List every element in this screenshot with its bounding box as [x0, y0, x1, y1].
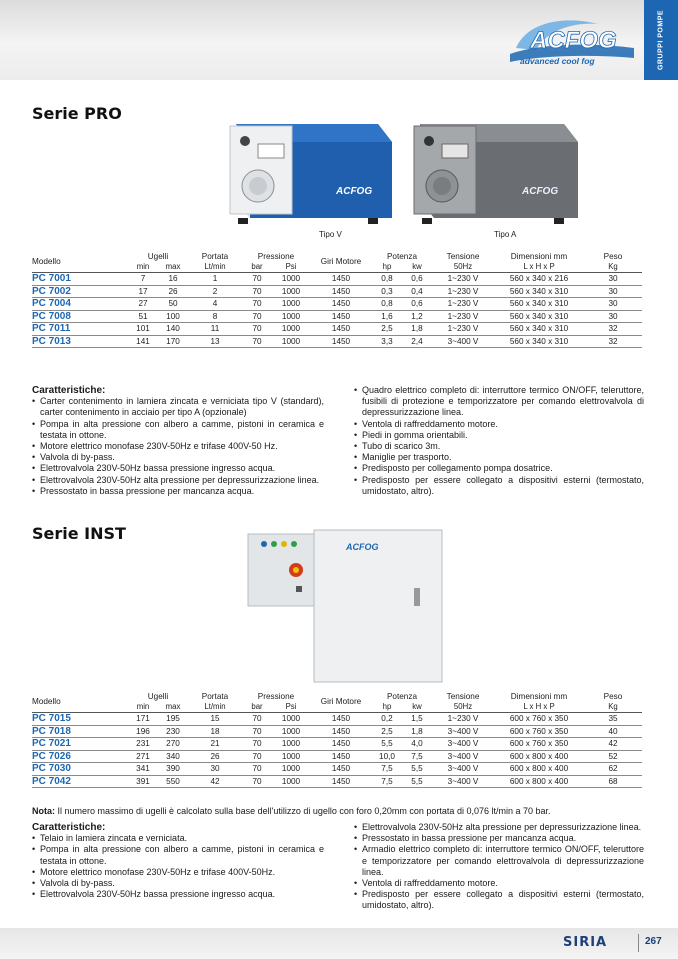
table-row	[32, 713, 642, 726]
cell-tensione: 1~230 V	[432, 310, 494, 323]
cell-min: 196	[128, 725, 158, 738]
cell-min: 141	[128, 335, 158, 348]
cell-max: 230	[158, 725, 188, 738]
cell-max: 170	[158, 335, 188, 348]
col-pressione: Pressione	[257, 252, 295, 261]
cell-model: PC 7042	[32, 775, 128, 788]
cell-tensione: 3~400 V	[432, 750, 494, 763]
col-dimensioni: Dimensioni mm	[510, 692, 568, 701]
cell-portata: 1	[188, 273, 242, 286]
feature-item: • Predisposto per collegamento pompa dosatrice.	[354, 463, 644, 474]
svg-text:ACFOG: ACFOG	[336, 186, 373, 197]
cell-model: PC 7008	[32, 310, 128, 323]
col-tensione-unit: 50Hz	[453, 702, 473, 711]
serie-inst-features-right	[354, 822, 644, 912]
col-ugelli-max: max	[165, 702, 181, 711]
cell-psi: 1000	[272, 335, 310, 348]
svg-text:ACFOG: ACFOG	[522, 186, 559, 197]
cell-hp: 0,2	[372, 713, 402, 726]
col-portata: Portata	[201, 692, 229, 701]
feature-item: • Valvola di by-pass.	[32, 452, 324, 463]
col-ugelli: Ugelli	[147, 252, 169, 261]
cell-hp: 7,5	[372, 775, 402, 788]
col-pressione-psi: Psi	[285, 262, 297, 271]
feature-item: • Tubo di scarico 3m.	[354, 441, 644, 452]
section-side-tab	[644, 0, 678, 80]
feature-item: • Piedi in gomma orientabili.	[354, 430, 644, 441]
serie-inst-title: Serie INST	[32, 524, 126, 543]
cell-dim: 560 x 340 x 310	[494, 335, 584, 348]
cell-psi: 1000	[272, 713, 310, 726]
cell-min: 27	[128, 298, 158, 311]
col-potenza-kw: kw	[412, 262, 422, 271]
col-tensione: Tensione	[446, 252, 480, 261]
cell-hp: 7,5	[372, 763, 402, 776]
cell-giri: 1450	[310, 725, 372, 738]
cell-tensione: 1~230 V	[432, 298, 494, 311]
col-peso: Peso	[603, 692, 623, 701]
cell-dim: 560 x 340 x 310	[494, 285, 584, 298]
cell-kw: 5,5	[402, 763, 432, 776]
cell-kw: 1,2	[402, 310, 432, 323]
cell-bar: 70	[242, 273, 272, 286]
cell-dim: 560 x 340 x 310	[494, 323, 584, 336]
cell-peso: 30	[584, 273, 642, 286]
cell-bar: 70	[242, 763, 272, 776]
cell-kw: 7,5	[402, 750, 432, 763]
cell-min: 171	[128, 713, 158, 726]
feature-item: • Telaio in lamiera zincata e verniciata.	[32, 833, 324, 844]
feature-item: • Predisposto per essere collegato a dispositivi esterni (termostato, umidostato, altro).	[354, 475, 644, 497]
col-tensione: Tensione	[446, 692, 480, 701]
cell-tensione: 3~400 V	[432, 738, 494, 751]
page-number: 267	[645, 936, 662, 947]
cell-max: 16	[158, 273, 188, 286]
cell-psi: 1000	[272, 323, 310, 336]
cell-max: 26	[158, 285, 188, 298]
cell-giri: 1450	[310, 310, 372, 323]
feature-item: • Predisposto per essere collegato a dispositivi esterni (termostato, umidostato, altro).	[354, 889, 644, 911]
cell-peso: 30	[584, 298, 642, 311]
col-dimensioni-unit: L x H x P	[523, 262, 555, 271]
cell-portata: 11	[188, 323, 242, 336]
svg-text:ACFOG: ACFOG	[346, 542, 379, 552]
cell-hp: 1,6	[372, 310, 402, 323]
cell-dim: 560 x 340 x 310	[494, 310, 584, 323]
cell-model: PC 7013	[32, 335, 128, 348]
cell-max: 50	[158, 298, 188, 311]
cell-giri: 1450	[310, 273, 372, 286]
cell-model: PC 7001	[32, 273, 128, 286]
col-peso-unit: Kg	[608, 702, 618, 711]
cell-portata: 26	[188, 750, 242, 763]
cell-giri: 1450	[310, 738, 372, 751]
serie-inst-features-right-list	[354, 822, 644, 912]
cell-min: 391	[128, 775, 158, 788]
cell-bar: 70	[242, 775, 272, 788]
cell-dim: 600 x 800 x 400	[494, 775, 584, 788]
col-pressione-bar: bar	[251, 702, 263, 711]
cell-peso: 68	[584, 775, 642, 788]
cell-model: PC 7018	[32, 725, 128, 738]
table-row	[32, 285, 642, 298]
tipo-a-label: Tipo A	[494, 230, 517, 239]
tipo-v-label: Tipo V	[319, 230, 342, 239]
cell-min: 101	[128, 323, 158, 336]
feature-item: • Elettrovalvola 230V-50Hz bassa pressione ingresso acqua.	[32, 463, 324, 474]
table-row	[32, 298, 642, 311]
cell-bar: 70	[242, 725, 272, 738]
cell-peso: 32	[584, 323, 642, 336]
table-row	[32, 738, 642, 751]
cell-max: 140	[158, 323, 188, 336]
cell-psi: 1000	[272, 310, 310, 323]
siria-logo: SIRIA	[563, 935, 608, 950]
cell-dim: 600 x 760 x 350	[494, 725, 584, 738]
cell-portata: 30	[188, 763, 242, 776]
cell-hp: 3,3	[372, 335, 402, 348]
cell-bar: 70	[242, 285, 272, 298]
feature-item: • Motore elettrico monofase 230V-50Hz e trifase 400V-50 Hz.	[32, 441, 324, 452]
cell-dim: 600 x 760 x 350	[494, 738, 584, 751]
inst-note	[32, 806, 551, 816]
cell-portata: 8	[188, 310, 242, 323]
cell-peso: 40	[584, 725, 642, 738]
cell-portata: 18	[188, 725, 242, 738]
footer-divider	[638, 934, 639, 952]
feature-item: • Elettrovalvola 230V-50Hz bassa pressione ingresso acqua.	[32, 889, 324, 900]
cell-max: 195	[158, 713, 188, 726]
cell-kw: 0,6	[402, 298, 432, 311]
tipo-a-machine-image	[412, 114, 580, 226]
col-potenza-hp: hp	[382, 262, 392, 271]
feature-item: • Pompa in alta pressione con albero a camme, pistoni in ceramica e testata in ottone.	[32, 844, 324, 866]
inst-cabinet-image	[246, 528, 444, 688]
table-row	[32, 775, 642, 788]
serie-inst-features-title: Caratteristiche:	[32, 822, 106, 833]
cell-hp: 2,5	[372, 323, 402, 336]
inst-note-text: Il numero massimo di ugelli è calcolato sulla base dell'utilizzo di ugello con foro 0,20mm con portata di 0,076 lt/min a 70 bar.	[57, 806, 551, 816]
cell-peso: 42	[584, 738, 642, 751]
cell-psi: 1000	[272, 298, 310, 311]
cell-kw: 1,5	[402, 713, 432, 726]
cell-psi: 1000	[272, 725, 310, 738]
cell-kw: 1,8	[402, 725, 432, 738]
feature-item: • Armadio elettrico completo di: interruttore termico ON/OFF, teleruttore e temporizzatore per comando elettrovalvola di depressurizzazione linea.	[354, 844, 644, 878]
cell-min: 271	[128, 750, 158, 763]
cell-bar: 70	[242, 310, 272, 323]
cell-giri: 1450	[310, 763, 372, 776]
cell-dim: 600 x 800 x 400	[494, 750, 584, 763]
cell-portata: 15	[188, 713, 242, 726]
cell-peso: 30	[584, 310, 642, 323]
serie-pro-features-right	[354, 385, 644, 497]
col-pressione: Pressione	[257, 692, 295, 701]
inst-note-label: Nota:	[32, 806, 55, 816]
col-modello: Modello	[32, 257, 61, 266]
cell-kw: 0,6	[402, 273, 432, 286]
cell-psi: 1000	[272, 750, 310, 763]
serie-pro-features-left	[32, 385, 324, 497]
table-row	[32, 323, 642, 336]
feature-item: • Carter contenimento in lamiera zincata e verniciata tipo V (standard), carter contenimento in acciaio per tipo A (opzionale)	[32, 396, 324, 418]
cell-bar: 70	[242, 323, 272, 336]
cell-tensione: 3~400 V	[432, 763, 494, 776]
serie-pro-table	[32, 252, 642, 348]
cell-max: 100	[158, 310, 188, 323]
feature-item: • Elettrovalvola 230V-50Hz alta pressione per depressurizzazione linea.	[354, 822, 644, 833]
cell-tensione: 3~400 V	[432, 775, 494, 788]
cell-giri: 1450	[310, 323, 372, 336]
cell-portata: 21	[188, 738, 242, 751]
col-portata: Portata	[201, 252, 229, 261]
cell-kw: 2,4	[402, 335, 432, 348]
col-ugelli-min: min	[136, 262, 150, 271]
cell-tensione: 3~400 V	[432, 335, 494, 348]
col-pressione-psi: Psi	[285, 702, 297, 711]
cell-max: 390	[158, 763, 188, 776]
cell-giri: 1450	[310, 285, 372, 298]
cell-dim: 560 x 340 x 310	[494, 298, 584, 311]
serie-inst-features-left-list	[32, 833, 324, 900]
logo-wordmark: ACFOG	[530, 27, 617, 54]
cell-bar: 70	[242, 298, 272, 311]
col-potenza: Potenza	[386, 692, 418, 701]
col-pressione-bar: bar	[251, 262, 263, 271]
feature-item: • Pressostato in bassa pressione per mancanza acqua.	[354, 833, 644, 844]
feature-item: • Pompa in alta pressione con albero a camme, pistoni in ceramica e testata in ottone.	[32, 419, 324, 441]
table-row	[32, 273, 642, 286]
cell-model: PC 7021	[32, 738, 128, 751]
col-dimensioni-unit: L x H x P	[523, 702, 555, 711]
cell-max: 550	[158, 775, 188, 788]
serie-pro-features-right-list	[354, 385, 644, 497]
cell-min: 231	[128, 738, 158, 751]
cell-dim: 600 x 800 x 400	[494, 763, 584, 776]
cell-portata: 4	[188, 298, 242, 311]
cell-bar: 70	[242, 750, 272, 763]
cell-hp: 2,5	[372, 725, 402, 738]
cell-peso: 35	[584, 713, 642, 726]
cell-giri: 1450	[310, 335, 372, 348]
serie-pro-table-body	[32, 273, 642, 348]
cell-model: PC 7030	[32, 763, 128, 776]
cell-kw: 4,0	[402, 738, 432, 751]
cell-kw: 1,8	[402, 323, 432, 336]
feature-item: • Ventola di raffreddamento motore.	[354, 419, 644, 430]
cell-psi: 1000	[272, 285, 310, 298]
serie-pro-features-title: Caratteristiche:	[32, 385, 106, 396]
cell-bar: 70	[242, 713, 272, 726]
cell-tensione: 3~400 V	[432, 725, 494, 738]
cell-psi: 1000	[272, 763, 310, 776]
cell-model: PC 7015	[32, 713, 128, 726]
cell-model: PC 7011	[32, 323, 128, 336]
col-ugelli-min: min	[136, 702, 150, 711]
serie-pro-title: Serie PRO	[32, 104, 122, 123]
feature-item: • Ventola di raffreddamento motore.	[354, 878, 644, 889]
feature-item: • Elettrovalvola 230V-50Hz alta pressione per depressurizzazione linea.	[32, 475, 324, 486]
feature-item: • Quadro elettrico completo di: interruttore termico ON/OFF, teleruttore, fusibili di protezione e temporizzatore per comando elettrovalvola di depressurizzazione linea.	[354, 385, 644, 419]
feature-item: • Pressostato in bassa pressione per mancanza acqua.	[32, 486, 324, 497]
table-row	[32, 310, 642, 323]
cell-dim: 560 x 340 x 216	[494, 273, 584, 286]
col-peso: Peso	[603, 252, 623, 261]
table-row	[32, 335, 642, 348]
table-row	[32, 725, 642, 738]
col-portata-unit: Lt/min	[204, 262, 226, 271]
cell-model: PC 7004	[32, 298, 128, 311]
cell-giri: 1450	[310, 775, 372, 788]
col-tensione-unit: 50Hz	[453, 262, 473, 271]
cell-model: PC 7002	[32, 285, 128, 298]
cell-bar: 70	[242, 738, 272, 751]
col-portata-unit: Lt/min	[204, 702, 226, 711]
cell-peso: 52	[584, 750, 642, 763]
cell-hp: 0,8	[372, 298, 402, 311]
col-peso-unit: Kg	[608, 262, 618, 271]
cell-min: 7	[128, 273, 158, 286]
cell-peso: 30	[584, 285, 642, 298]
cell-dim: 600 x 760 x 350	[494, 713, 584, 726]
serie-inst-features-left	[32, 822, 324, 900]
feature-item: • Motore elettrico monofase 230V-50Hz e trifase 400V-50Hz.	[32, 867, 324, 878]
feature-item: • Maniglie per trasporto.	[354, 452, 644, 463]
cell-giri: 1450	[310, 298, 372, 311]
cell-min: 17	[128, 285, 158, 298]
col-potenza: Potenza	[386, 252, 418, 261]
col-modello: Modello	[32, 697, 61, 706]
table-row	[32, 750, 642, 763]
cell-kw: 0,4	[402, 285, 432, 298]
cell-max: 340	[158, 750, 188, 763]
tipo-v-machine-image	[228, 114, 394, 226]
cell-peso: 62	[584, 763, 642, 776]
cell-tensione: 1~230 V	[432, 713, 494, 726]
cell-min: 51	[128, 310, 158, 323]
cell-portata: 2	[188, 285, 242, 298]
cell-portata: 42	[188, 775, 242, 788]
cell-max: 270	[158, 738, 188, 751]
cell-hp: 5,5	[372, 738, 402, 751]
serie-pro-features-left-list	[32, 396, 324, 497]
feature-item: • Valvola di by-pass.	[32, 878, 324, 889]
col-dimensioni: Dimensioni mm	[510, 252, 568, 261]
cell-portata: 13	[188, 335, 242, 348]
cell-hp: 10,0	[372, 750, 402, 763]
cell-hp: 0,8	[372, 273, 402, 286]
cell-psi: 1000	[272, 273, 310, 286]
cell-bar: 70	[242, 335, 272, 348]
cell-giri: 1450	[310, 750, 372, 763]
serie-inst-table-body	[32, 713, 642, 788]
side-tab-label: GRUPPI POMPE	[657, 9, 665, 71]
cell-peso: 32	[584, 335, 642, 348]
cell-tensione: 1~230 V	[432, 273, 494, 286]
table-row	[32, 763, 642, 776]
cell-tensione: 1~230 V	[432, 323, 494, 336]
cell-model: PC 7026	[32, 750, 128, 763]
cell-giri: 1450	[310, 713, 372, 726]
col-ugelli: Ugelli	[147, 692, 169, 701]
cell-psi: 1000	[272, 775, 310, 788]
cell-tensione: 1~230 V	[432, 285, 494, 298]
col-potenza-kw: kw	[412, 702, 422, 711]
cell-min: 341	[128, 763, 158, 776]
cell-kw: 5,5	[402, 775, 432, 788]
col-giri: Giri Motore	[320, 257, 362, 266]
serie-inst-table	[32, 692, 642, 788]
logo-tagline: advanced cool fog	[520, 56, 595, 66]
cell-psi: 1000	[272, 738, 310, 751]
col-ugelli-max: max	[165, 262, 181, 271]
col-giri: Giri Motore	[320, 697, 362, 706]
cell-hp: 0,3	[372, 285, 402, 298]
col-potenza-hp: hp	[382, 702, 392, 711]
